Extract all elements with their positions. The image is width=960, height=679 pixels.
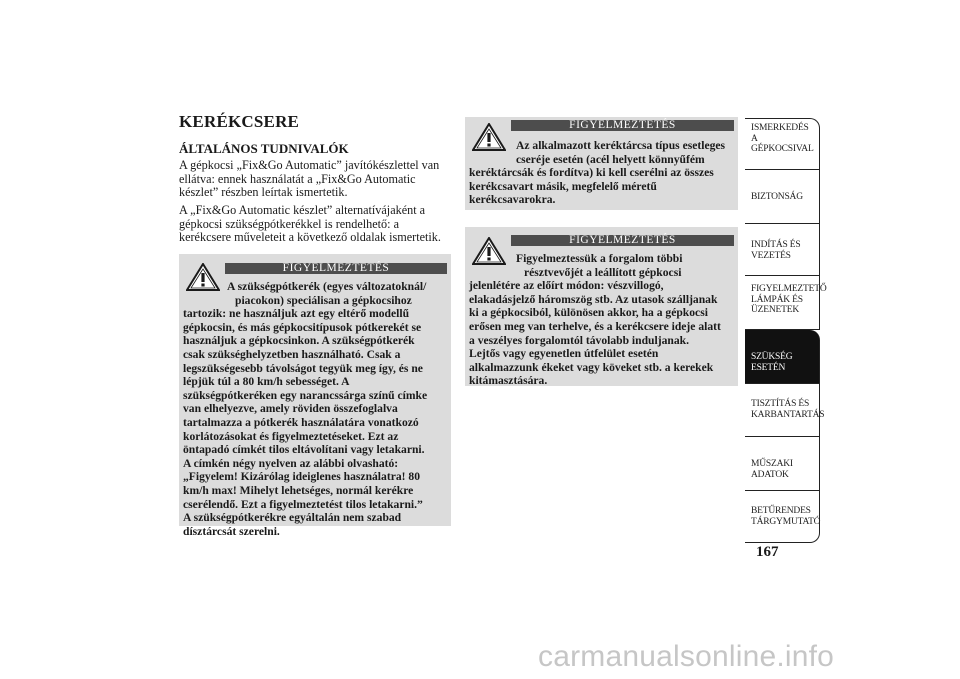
tab-label: INDÍTÁS ÉS (751, 240, 801, 250)
warning-line: erősen meg van terhelve, és a kerékcsere ideje alatt (469, 319, 721, 333)
warning-line: tartozik: ne használjuk azt egy eltérő modellű (183, 307, 410, 321)
warning-line: gépkocsin, és más gépkocsitípusok pótkerekét se (183, 320, 422, 334)
tab-ismerkedes[interactable] (745, 118, 820, 170)
warning-text (469, 252, 737, 388)
warning-line: kerékcsavart másik, megfelelő méretű (469, 179, 657, 193)
tab-szukseg-eseten[interactable] (745, 330, 820, 384)
page-number: 167 (756, 544, 779, 560)
tab-label: KARBANTARTÁS (751, 409, 825, 420)
warning-line: Az alkalmazott keréktárcsa típus esetleges (516, 139, 726, 152)
warning-line: van elhelyezve, amely röviden összefoglalva (183, 402, 398, 416)
warning-line: km/h max! Mihelyt lehetséges, normál kerékre (183, 483, 414, 497)
paragraph-line: ellátva: ennek használatát a „Fix&Go Automatic (179, 171, 416, 186)
tab-tisztitas[interactable] (745, 384, 825, 437)
tab-label: GÉPKOCSIVAL (751, 144, 814, 154)
paragraph-line: A gépkocsi „Fix&Go Automatic” javítókészlettel van (179, 158, 440, 172)
warning-line: keréktárcsák és fordítva) ki kell cserélni az összes (469, 166, 714, 180)
warning-line: résztvevőjét a leállított gépkocsi (524, 265, 682, 279)
warning-line: piacokon) speciálisan a gépkocsihoz (235, 293, 412, 307)
warning-line: szükségpótkeréken egy narancssárga színű címke (183, 388, 428, 402)
subsection-title: ÁLTALÁNOS TUDNIVALÓK (179, 141, 349, 156)
tab-figyelmezteto[interactable] (745, 276, 827, 330)
warning-line: elakadásjelző háromszög stb. Az utasok szálljanak (469, 292, 718, 306)
tab-label: TISZTÍTÁS ÉS (751, 399, 810, 409)
warning-line: öntapadó címkét tilos eltávolítani vagy letakarni. (183, 443, 425, 457)
warning-line: ki a gépkocsiból, különösen akkor, ha a gépkocsi (469, 306, 708, 320)
warning-line: A szükségpótkerék (egyes változatoknál/ (227, 280, 427, 293)
warning-line: cseréje esetén (acél helyett könnyűfém (516, 152, 705, 166)
warning-line: lépjük túl a 80 km/h sebességet. A (183, 375, 350, 389)
warning-line: Figyelmeztessük a forgalom többi (516, 252, 683, 265)
warning-line: használjuk a gépkocsinkon. A szükségpótkerék (183, 334, 415, 348)
warning-line: a veszélyes forgalomtól távolabb induljanak. (469, 333, 689, 347)
tab-biztonsag[interactable] (745, 170, 820, 224)
warning-line: alkalmazzunk ékeket vagy köveket stb. a kerekek (469, 360, 714, 374)
tab-label: SZÜKSÉG ESETÉN (751, 352, 793, 373)
warning-header: FIGYELMEZTETÉS (511, 120, 734, 131)
warning-line: Lejtős vagy egyenetlen útfelület esetén (469, 347, 659, 361)
section-title: KERÉKCSERE (179, 112, 300, 131)
paragraph-line: készlet” részben leírtak ismertetik. (179, 185, 348, 200)
paragraph-line: kerékcsere műveleteit a következő oldalak ismertetik. (179, 230, 441, 245)
tab-betrendes[interactable] (745, 491, 820, 543)
warning-line: jelenlétére az előírt módon: vészvillogó, (469, 279, 664, 293)
tab-muszaki-adatok[interactable] (745, 437, 820, 491)
warning-line: csak szükséghelyzetben használható. Csak a (183, 347, 401, 361)
warning-line: A címkén négy nyelven az alábbi olvasható: (183, 456, 399, 470)
tab-label: ÜZENETEK (751, 305, 799, 315)
tab-label: LÁMPÁK ÉS (751, 294, 803, 305)
warning-line: kerékcsavarokra. (469, 193, 556, 207)
paragraph-2 (179, 204, 451, 245)
warning-line: korlátozásokat és figyelmeztetéseket. Ezt az (183, 429, 399, 443)
paragraph-line: A „Fix&Go Automatic készlet” alternatívájaként a (179, 203, 426, 217)
warning-line: tartalmazza a pótkerék használatára vonatkozó (183, 415, 419, 429)
tab-inditas[interactable] (745, 224, 820, 276)
warning-box-wheel-bolts (465, 117, 738, 210)
tab-label: MŰSZAKI ADATOK (751, 459, 793, 480)
tab-label: FIGYELMEZTETŐ (751, 284, 827, 294)
warning-line: cserélendő. Ezt a figyelmeztetést tilos letakarni.” (183, 497, 423, 511)
watermark: carmanualsonline.info (538, 640, 835, 673)
tab-label: VEZETÉS (751, 250, 791, 261)
tab-label: ISMERKEDÉS A (751, 123, 809, 144)
warning-line: legszükségesebb távolságot tegyük meg így, és ne (183, 361, 423, 375)
warning-header: FIGYELMEZTETÉS (225, 263, 447, 274)
warning-line: A szükségpótkerékre egyáltalán nem szabad (183, 511, 402, 525)
warning-line: „Figyelem! Kizárólag ideiglenes használatra! 80 (183, 470, 420, 484)
warning-text (469, 139, 737, 207)
tab-label: TÁRGYMUTATÓ (751, 516, 821, 527)
warning-line: kitámasztására. (469, 374, 548, 388)
tab-label: BIZTONSÁG (751, 192, 803, 202)
paragraph-1 (179, 159, 451, 200)
warning-text (183, 280, 449, 538)
warning-header: FIGYELMEZTETÉS (511, 235, 734, 246)
paragraph-line: gépkocsi szükségpótkerékkel is rendelhető: a (179, 216, 399, 231)
warning-box-spare-wheel (179, 254, 451, 538)
warning-line: dísztárcsát szerelni. (183, 524, 280, 538)
warning-box-traffic (465, 227, 738, 386)
tab-label: BETŰRENDES (751, 506, 811, 516)
